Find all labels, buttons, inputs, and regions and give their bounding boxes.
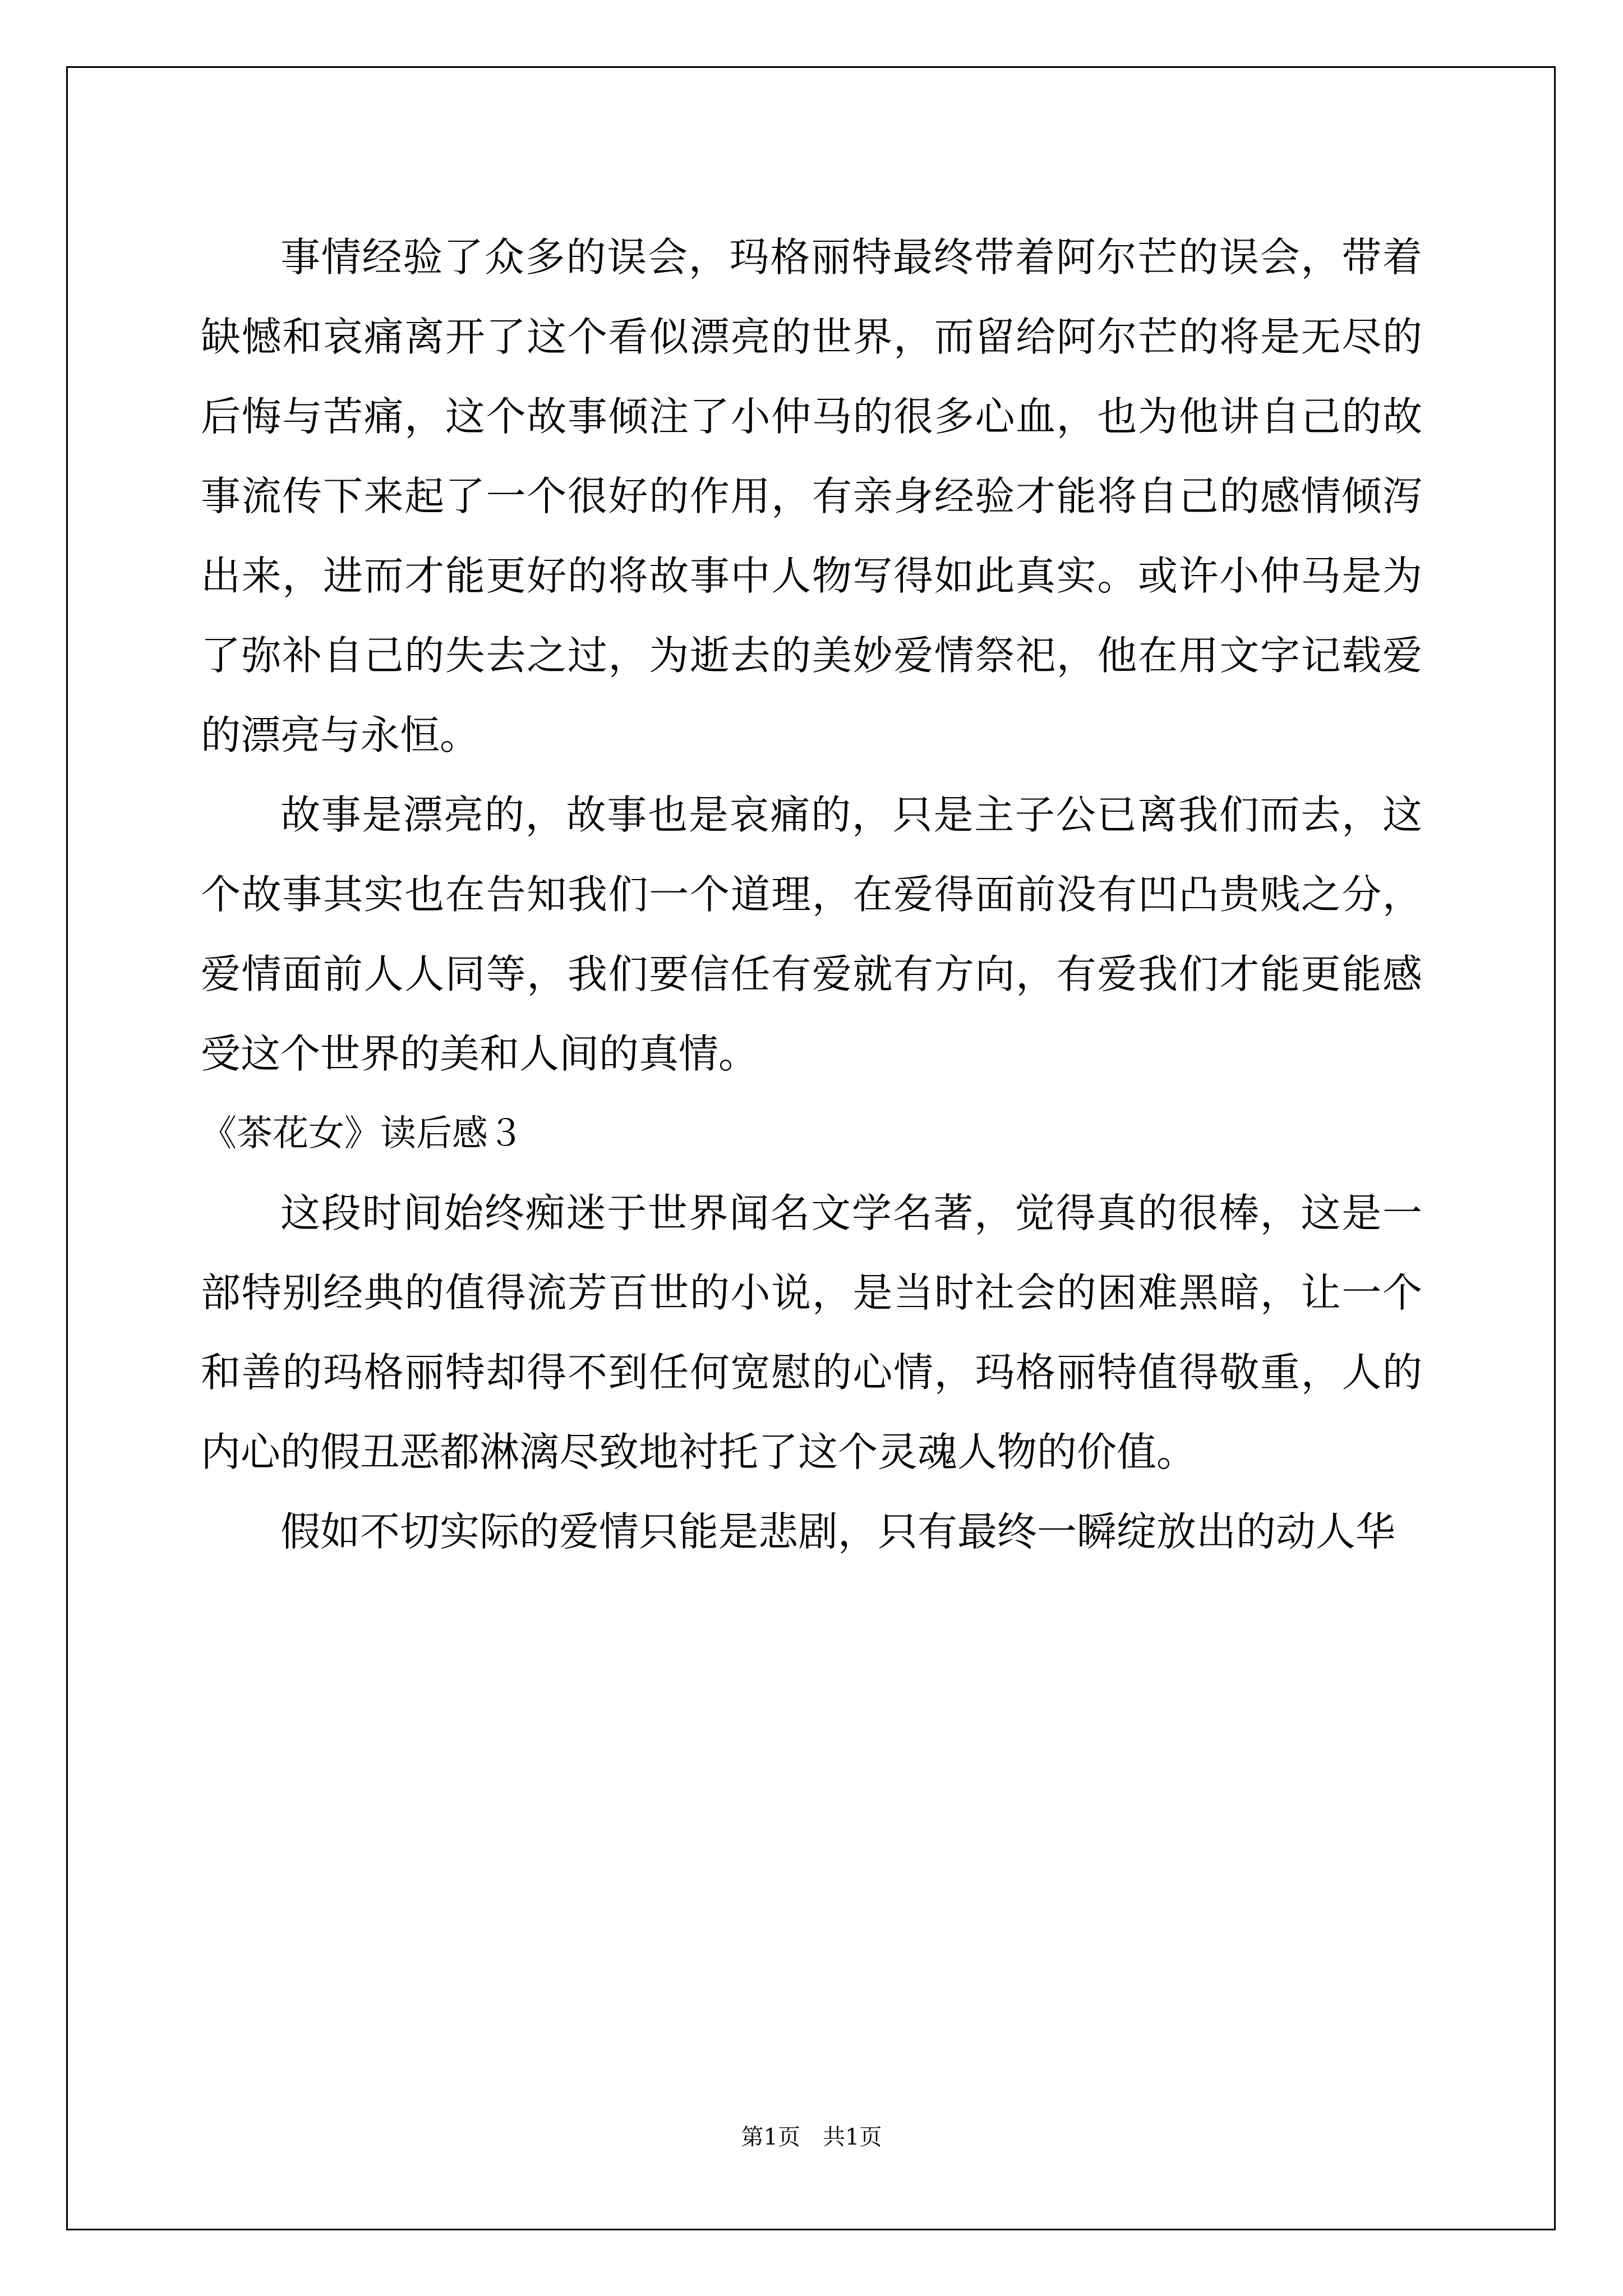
page-total: 共1页 bbox=[823, 2124, 882, 2150]
section-heading: 《茶花女》读后感３ bbox=[201, 1113, 524, 1154]
document-body bbox=[201, 218, 1422, 1572]
paragraph: 事情经验了众多的误会，玛格丽特最终带着阿尔芒的误会，带着缺憾和哀痛离开了这个看似漂亮的世界，而留给阿尔芒的将是无尽的后悔与苦痛，这个故事倾注了小仲马的很多心血，也为他讲自己的故事流传下来起了一个很好的作用，有亲身经验才能将自己的感情倾泻出来，进而才能更好的将故事中人物写得如此真实。或许小仲马是为了弥补自己的失去之过，为逝去的美妙爱情祭祀，他在用文字记载爱的漂亮与永恒。 bbox=[201, 234, 1422, 758]
page-footer bbox=[0, 2122, 1623, 2153]
page-number: 第1页 bbox=[741, 2124, 800, 2150]
paragraph: 假如不切实际的爱情只能是悲剧，只有最终一瞬绽放出的动人华 bbox=[280, 1508, 1396, 1555]
paragraph: 这段时间始终痴迷于世界闻名文学名著，觉得真的很棒，这是一部特别经典的值得流芳百世的小说，是当时社会的困难黑暗，让一个和善的玛格丽特却得不到任何宽慰的心情，玛格丽特值得敬重，人的内心的假丑恶都淋漓尽致地衬托了这个灵魂人物的价值。 bbox=[201, 1190, 1422, 1475]
paragraph: 故事是漂亮的，故事也是哀痛的，只是主子公已离我们而去，这个故事其实也在告知我们一个道理，在爱得面前没有凹凸贵贱之分，爱情面前人人同等，我们要信任有爱就有方向，有爱我们才能更能感受这个世界的美和人间的真情。 bbox=[201, 792, 1422, 1077]
